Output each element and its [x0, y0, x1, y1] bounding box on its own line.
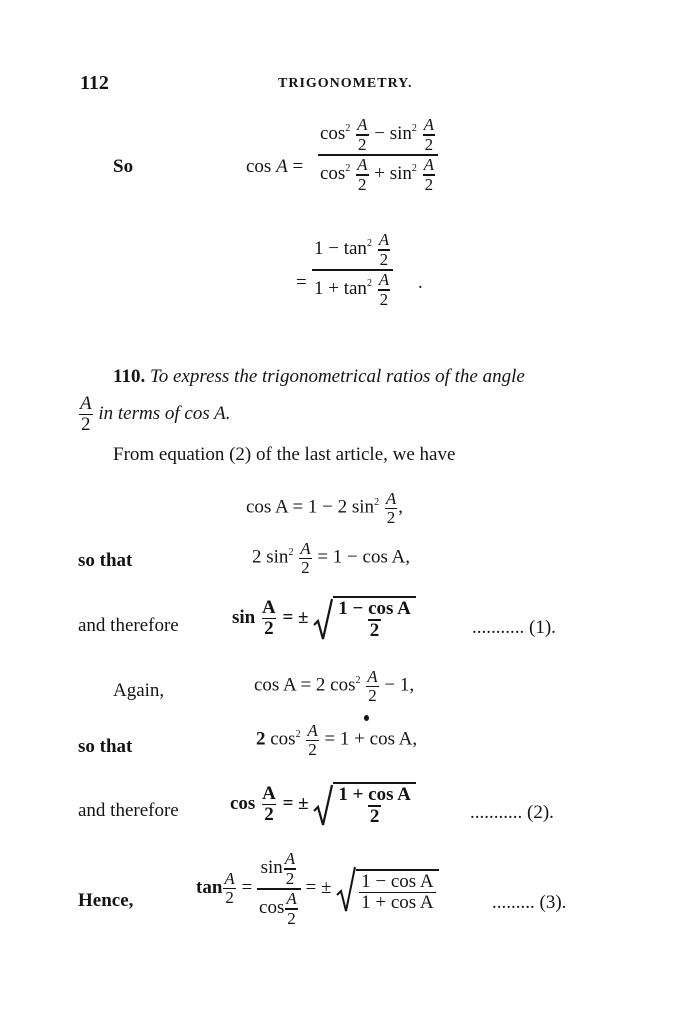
article-heading-line2: $\frac{A}{2}$ in terms of cos A. — [80, 393, 231, 435]
equation-c: cos A = 2 $\cos^2$ $\frac{A}{2}$ − 1, — [254, 667, 415, 705]
so-that-label-1: so that — [78, 550, 133, 571]
page-number: 112 — [80, 72, 109, 94]
equation-a: cos A = 1 − 2 $\sin^2$ $\frac{A}{2}$ , — [246, 489, 403, 527]
radical-3: $\frac{\text{1 − cos A}}{\text{1 + cos A}}$ — [336, 865, 438, 913]
equals-sign-2: = — [296, 272, 307, 293]
and-therefore-label-2: and therefore — [78, 800, 179, 821]
running-title: TRIGONOMETRY. — [278, 76, 413, 91]
equation-2-tag: ........... (2). — [470, 802, 554, 823]
block1-fraction — [318, 116, 438, 193]
article-number: 110. — [113, 366, 146, 387]
equation-1: sin $\frac{A}{2}$ = ± $\frac{\text{1 − cos A}}{2}$ — [232, 596, 416, 641]
intro-line: From equation (2) of the last article, we have — [113, 444, 456, 465]
numerator: $\cos^2$ $\frac{A}{2}$ − $\sin^2$ $\frac{A}{2}$ — [320, 115, 435, 154]
so-label: So — [113, 156, 134, 177]
article-heading: 110. To express the trigonometrical ratios of the angle — [113, 366, 525, 387]
and-therefore-label-1: and therefore — [78, 615, 179, 636]
denominator: $\cos^2$ $\frac{A}{2}$ + $\sin^2$ $\frac{A}{2}$ — [318, 154, 438, 194]
so-that-label-2: so that — [78, 736, 133, 757]
equation-1-tag: ........... (1). — [472, 617, 556, 638]
equation-3-tag: ......... (3). — [492, 892, 567, 913]
equation-d: 2 $\cos^2$ $\frac{A}{2}$ = 1 + cos A, — [256, 721, 418, 759]
cos-a-equals: cos A = — [246, 156, 304, 177]
tan-fraction: $1 - \tan^2$ $\frac{A}{2}$ $1 + \tan^2$ $\frac{A}{2}$ — [312, 231, 393, 308]
radical-2: $\frac{\text{1 + cos A}}{2}$ — [313, 782, 416, 827]
period: . — [418, 272, 423, 293]
equation-2: cos $\frac{A}{2}$ = ± $\frac{\text{1 + cos A}}{2}$ — [230, 782, 416, 827]
equation-b: 2 $\sin^2$ $\frac{A}{2}$ = 1 − cos A, — [252, 539, 411, 577]
stray-dot — [364, 715, 369, 721]
equation-3: tan $\frac{A}{2}$ = sin $\frac{A}{2}$ cos $\frac{A}{2}$ = ± $\frac{\text{1 − cos A}}{\text{1 + cos A}}$ — [196, 850, 439, 927]
radical-1: $\frac{\text{1 − cos A}}{2}$ — [313, 596, 416, 641]
hence-label: Hence, — [78, 890, 134, 911]
again-label: Again, — [113, 680, 165, 701]
